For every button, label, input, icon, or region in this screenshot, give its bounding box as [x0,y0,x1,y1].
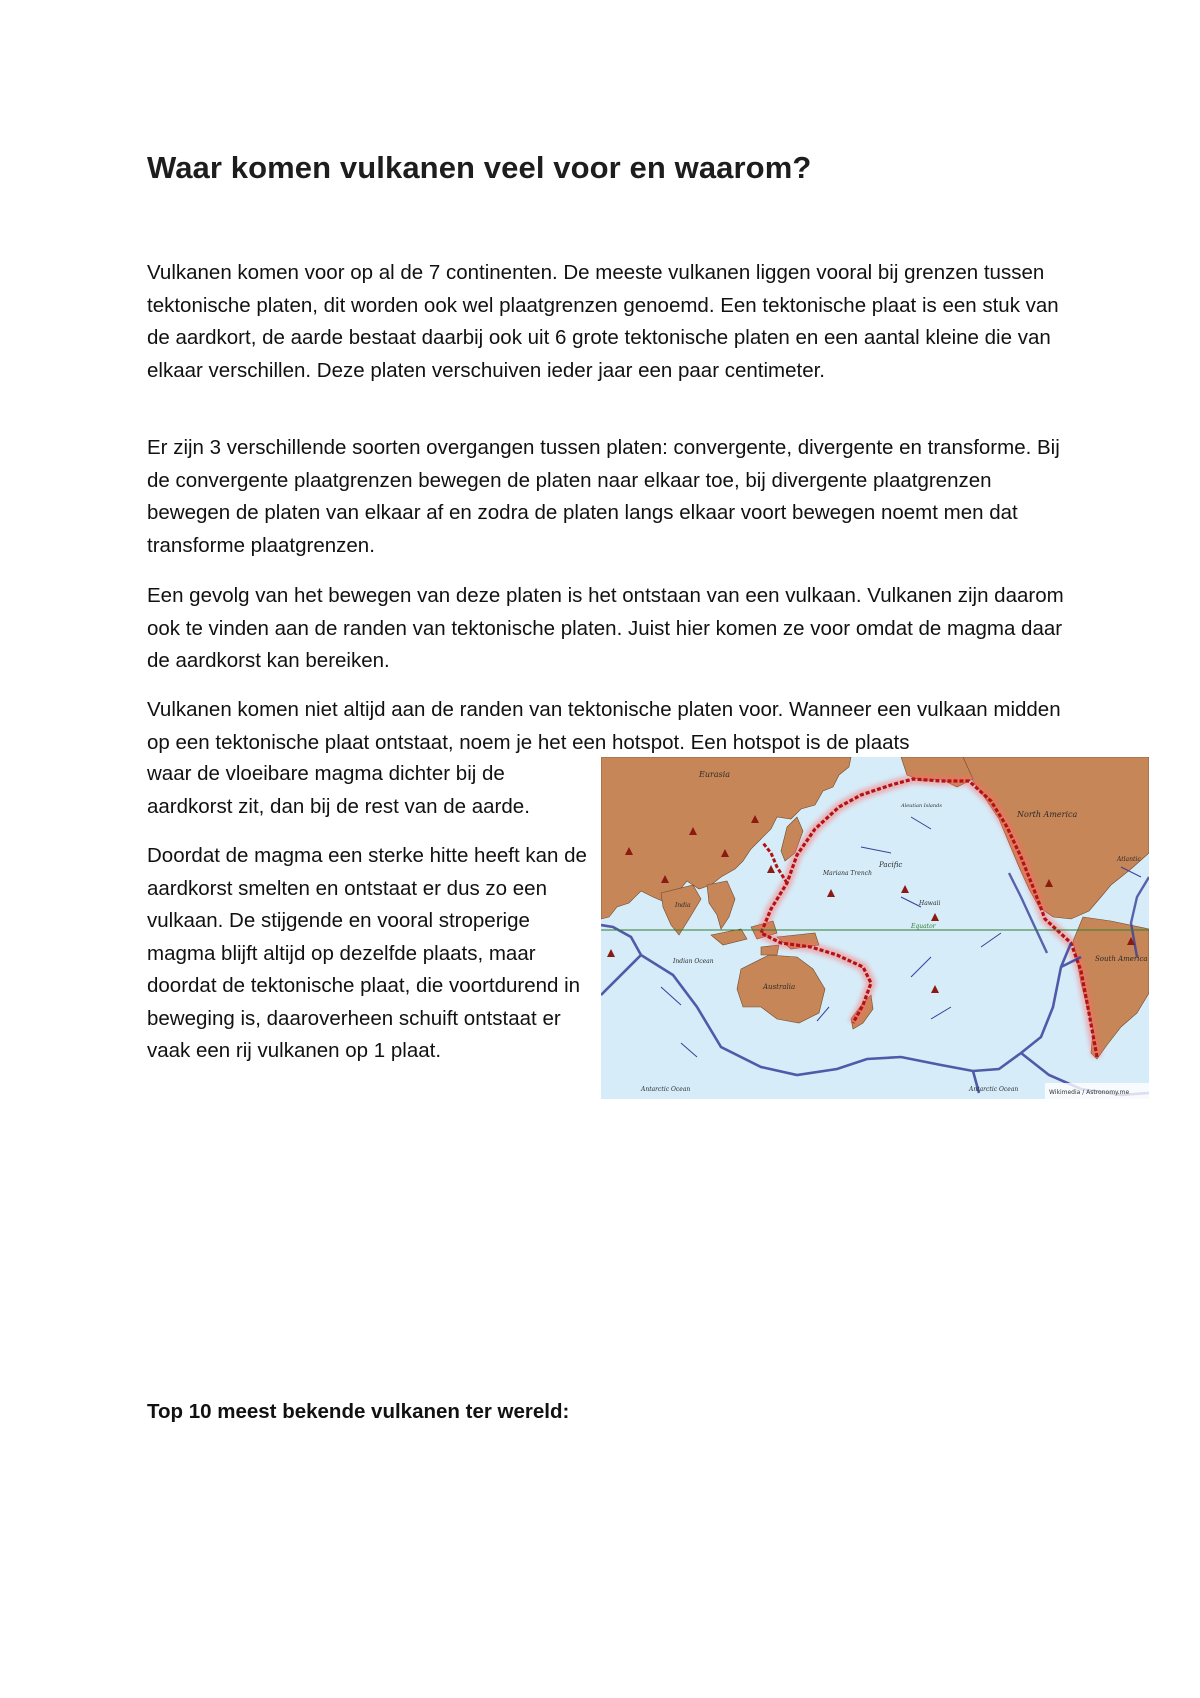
map-label-equator: Equator [911,923,936,930]
map-label-pacific: Pacific [879,861,903,869]
map-label-australia: Australia [763,983,796,991]
paragraph-hotspot-continued: waar de vloeibare magma dichter bij de aardkorst zit, dan bij de rest van de aarde. [147,762,530,818]
paragraph-magma: Doordat de magma een sterke hitte heeft kan de aardkorst smelten en ontstaat er dus zo een vulkaan. De stijgende en vooral stroperige magma blijft altijd op dezelfde plaats, maar doordat de tektonische plaat, die voortdurend in beweging is, daaroverheen schuift ontstaat er vaak een rij vulkanen op 1 plaat. [147,844,587,1062]
map-credit: Wikimedia / Astronomy.me [1049,1089,1130,1096]
paragraph-plate-boundaries: Er zijn 3 verschillende soorten overgangen tussen platen: convergente, divergente en transforme. Bij de convergente plaatgrenzen bewegen de platen naar elkaar toe, bij divergente plaatgrenzen bewegen de platen van elkaar af en zodra de platen langs elkaar voort bewegen noemt men dat transforme plaatgrenzen. [147,436,1060,557]
map-label-mariana: Mariana Trench [823,870,872,877]
map-label-eurasia: Eurasia [699,770,731,779]
map-label-aleutian: Aleutian Islands [901,803,942,809]
section-heading-top-10: Top 10 meest bekende vulkanen ter wereld: [147,1400,570,1423]
map-label-india: India [675,902,691,909]
paragraph-consequence: Een gevolg van het bewegen van deze platen is het ontstaan van een vulkaan. Vulkanen zijn daarom ook te vinden aan de randen van tektonische platen. Juist hier komen ze voor omdat de magma daar de aardkorst kan bereiken. [147,584,1064,672]
map-label-atlantic: Atlantic [1117,856,1141,863]
map-label-hawaii: Hawaii [919,900,941,907]
tectonic-plates-map [601,757,1149,1099]
paragraph-continents: Vulkanen komen voor op al de 7 continenten. De meeste vulkanen liggen vooral bij grenzen tussen tektonische platen, dit worden ook wel plaatgrenzen genoemd. Een tektonische plaat is een stuk van de aardkort, de aarde bestaat daarbij ook uit 6 grote tektonische platen en een aantal kleine die van elkaar verschillen. Deze platen verschuiven ieder jaar een paar centimeter. [147,261,1059,382]
page-title: Waar komen vulkanen veel voor en waarom? [147,150,812,185]
map-label-indian-ocean: Indian Ocean [673,958,714,965]
map-label-south-america: South America [1095,955,1148,963]
map-label-antarctic-left: Antarctic Ocean [641,1086,691,1093]
map-label-antarctic-right: Antarctic Ocean [969,1086,1019,1093]
paragraph-hotspot: Vulkanen komen niet altijd aan de randen van tektonische platen voor. Wanneer een vulkaan midden op een tektonische plaat ontstaat, noem je het een hotspot. Een hotspot is de plaats [147,698,1061,754]
map-label-north-america: North America [1017,810,1078,819]
